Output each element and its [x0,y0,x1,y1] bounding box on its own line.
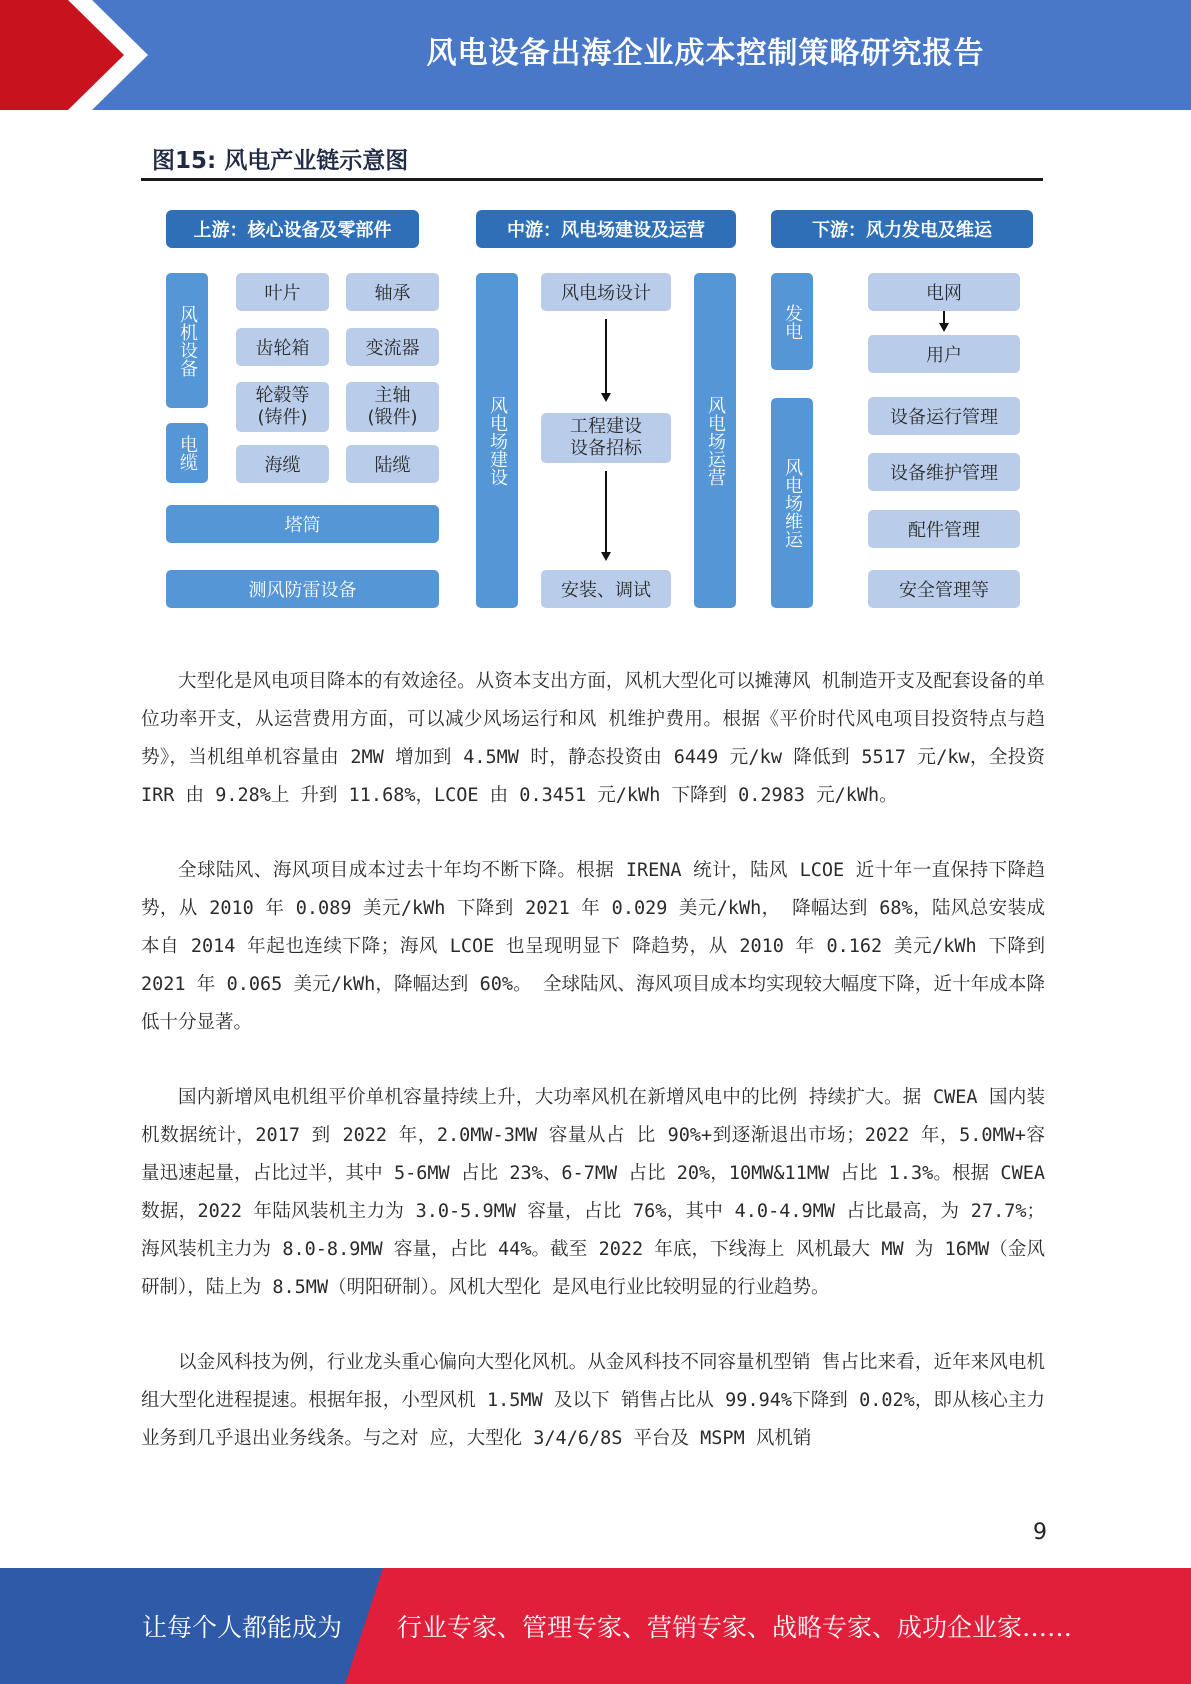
page-footer [0,1568,1191,1684]
grid-box: 电网 [868,273,1020,311]
tower-bar: 塔筒 [166,505,439,543]
downstream-header: 下游：风力发电及维运 [771,210,1033,248]
parts-management-box: 配件管理 [868,510,1020,548]
flow-arrow-1 [605,319,607,394]
windfarm-operation-bar: 风电场运营 [694,273,736,608]
user-box: 用户 [868,335,1020,373]
figure-caption: 图15: 风电产业链示意图 [152,148,409,174]
converter-item: 变流器 [346,328,439,366]
paragraph: 国内新增风电机组平价单机容量持续上升，大功率风机在新增风电中的比例 持续扩大。据 CWEA 国内装机数据统计，2017 到 2022 年，2.0MW-3MW 容量从占 比 90%+到逐渐退出市场；2022 年，5.0MW+容量迅速起量，占比过半，其中 5-6MW 占比 23%、6-7MW 占比 20%，10MW&11MW 占比 1.3%。根据 CWEA 数据，2022 年陆风装机主力为 3.0-5.9MW 容量，占比 76%，其中 4.0-4.9MW 占比最高，为 27.7%；海风装机主力为 8.0-8.9MW 容量，占比 44%。截至 2022 年底，下线海上 风机最大 MW 为 16MW（金风研制），陆上为 8.5MW（明阳研制）。风机大型化 是风电行业比较明显的行业趋势。 [141,1087,1045,1298]
blade-item: 叶片 [236,273,329,311]
footer-slogan-left: 让每个人都能成为 [142,1613,343,1642]
page-number: 9 [1033,1520,1047,1545]
equipment-operation-box: 设备运行管理 [868,397,1020,435]
power-generation-group: 发电 [771,273,813,370]
caption-divider [141,178,1043,181]
fan-equipment-group: 风机设备 [166,273,208,408]
paragraph: 全球陆风、海风项目成本过去十年均不断下降。根据 IRENA 统计，陆风 LCOE 近十年一直保持下降趋势，从 2010 年 0.089 美元/kWh 下降到 2021 年 0.029 美元/kWh， 降幅达到 68%，陆风总安装成本自 2014 年起也连续下降；海风 LCOE 也呈现明显下 降趋势，从 2010 年 0.162 美元/kWh 下降到 2021 年 0.065 美元/kWh，降幅达到 60%。 全球陆风、海风项目成本均实现较大幅度下降，近十年成本降低十分显著。 [141,860,1045,1033]
upstream-header: 上游：核心设备及零部件 [166,210,419,248]
install-debug-step: 安装、调试 [541,570,671,608]
bearing-item: 轴承 [346,273,439,311]
paragraph: 大型化是风电项目降本的有效途径。从资本支出方面，风机大型化可以摊薄风 机制造开支及配套设备的单位功率开支，从运营费用方面，可以减少风场运行和风 机维护费用。根据《平价时代风电项目投资特点与趋势》，当机组单机容量由 2MW 增加到 4.5MW 时，静态投资由 6449 元/kw 降低到 5517 元/kw，全投资 IRR 由 9.28%上 升到 11.68%，LCOE 由 0.3451 元/kWh 下降到 0.2983 元/kWh。 [141,671,1045,806]
main-shaft-item: 主轴 (锻件) [346,382,439,432]
page-header [0,0,1191,110]
flow-arrow-2 [605,471,607,553]
equipment-maintenance-box: 设备维护管理 [868,453,1020,491]
arrow-head-icon [601,393,611,402]
submarine-cable-item: 海缆 [236,445,329,483]
cable-group: 电缆 [166,423,208,483]
industry-chain-diagram [141,195,1043,615]
gearbox-item: 齿轮箱 [236,328,329,366]
arrow-head-icon [939,323,949,332]
windfarm-maintenance-group: 风电场维运 [771,398,813,608]
hub-casting-item: 轮毂等 (铸件) [236,382,329,432]
body-text [141,663,1045,1495]
windfarm-design-step: 风电场设计 [541,273,671,311]
midstream-header: 中游：风电场建设及运营 [476,210,736,248]
safety-management-box: 安全管理等 [868,570,1020,608]
arrow-head-icon [601,552,611,561]
lightning-equipment-bar: 测风防雷设备 [166,570,439,608]
land-cable-item: 陆缆 [346,445,439,483]
paragraph: 以金风科技为例，行业龙头重心偏向大型化风机。从金风科技不同容量机型销 售占比来看，近年来风电机组大型化进程提速。根据年报，小型风机 1.5MW 及以下 销售占比从 99.94%下降到 0.02%，即从核心主力业务到几乎退出业务线条。与之对 应，大型化 3/4/6/8S 平台及 MSPM 风机销 [141,1352,1045,1449]
header-arrow-graphic [0,0,150,110]
report-title: 风电设备出海企业成本控制策略研究报告 [426,36,985,71]
footer-slogan-right: 行业专家、管理专家、营销专家、战略专家、成功企业家…… [397,1613,1073,1642]
construction-tender-step: 工程建设 设备招标 [541,413,671,463]
windfarm-construction-bar: 风电场建设 [476,273,518,608]
